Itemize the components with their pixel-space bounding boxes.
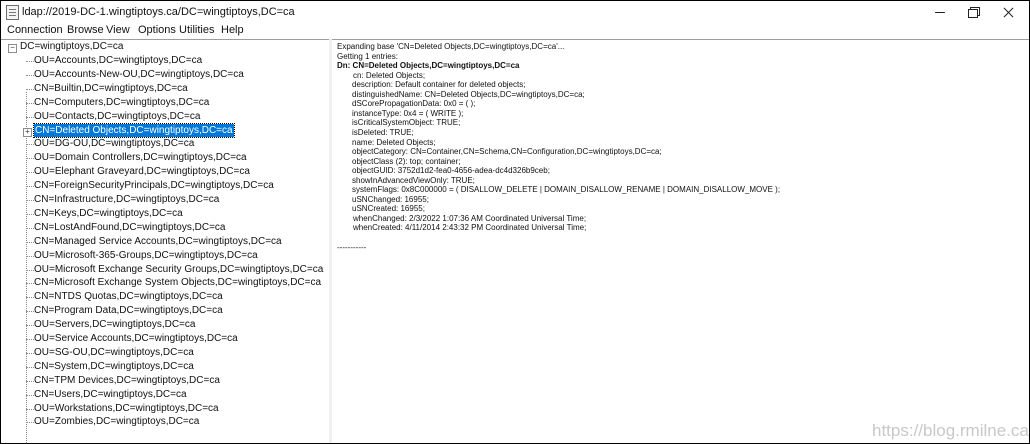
directory-tree-pane[interactable] <box>1 39 330 444</box>
tree-item[interactable] <box>1 374 327 388</box>
tree-horizontal-guide-line <box>26 381 34 382</box>
tree-item[interactable] <box>1 249 327 263</box>
tree-horizontal-guide-line <box>26 409 34 410</box>
details-line: name: Deleted Objects; <box>352 137 436 147</box>
details-line: systemFlags: 0x8C000000 = ( DISALLOW_DELETE | DOMAIN_DISALLOW_RENAME | DOMAIN_DISALLOW_MOVE ); <box>352 185 781 195</box>
menu-bar <box>1 23 1029 39</box>
details-line: description: Default container for deleted objects; <box>352 80 526 90</box>
tree-item[interactable] <box>1 290 327 304</box>
tree-item[interactable] <box>1 221 327 235</box>
menu-options[interactable]: Options <box>138 24 176 36</box>
tree-item[interactable] <box>1 276 327 290</box>
tree-horizontal-guide-line <box>26 297 34 298</box>
collapse-icon[interactable]: − <box>8 44 17 53</box>
tree-horizontal-guide-line <box>26 75 34 76</box>
tree-item-label[interactable]: CN=System,DC=wingtiptoys,DC=ca <box>34 360 194 372</box>
selected-tree-item-label[interactable]: CN=Deleted Objects,DC=wingtiptoys,DC=ca <box>35 124 233 136</box>
tree-item-label[interactable]: OU=SG-OU,DC=wingtiptoys,DC=ca <box>34 346 194 358</box>
tree-item[interactable] <box>1 402 327 416</box>
details-line: objectCategory: CN=Container,CN=Schema,CN=Configuration,DC=wingtiptoys,DC=ca; <box>352 147 662 157</box>
tree-horizontal-guide-line <box>26 186 34 187</box>
minimize-button[interactable] <box>923 2 957 22</box>
tree-item[interactable] <box>1 179 327 193</box>
close-button[interactable] <box>991 2 1025 22</box>
tree-horizontal-guide-line <box>26 283 34 284</box>
menu-connection[interactable]: Connection <box>7 24 63 36</box>
details-line: ----------- <box>337 242 367 252</box>
blog-watermark: https://blog.rmilne.ca <box>872 421 1029 440</box>
tree-horizontal-guide-line <box>26 339 34 340</box>
tree-item-label[interactable]: OU=Microsoft-365-Groups,DC=wingtiptoys,DC=ca <box>34 249 258 261</box>
tree-horizontal-guide-line <box>26 311 34 312</box>
tree-horizontal-guide-line <box>26 395 34 396</box>
tree-item-label[interactable]: OU=Elephant Graveyard,DC=wingtiptoys,DC=ca <box>34 166 250 178</box>
tree-item-label[interactable]: CN=ForeignSecurityPrincipals,DC=wingtiptoys,DC=ca <box>34 180 274 192</box>
tree-item-label[interactable]: OU=Microsoft Exchange Security Groups,DC=wingtiptoys,DC=ca <box>34 263 324 275</box>
restore-button[interactable] <box>957 2 991 22</box>
menu-utilities[interactable]: Utilities <box>179 24 215 36</box>
tree-item-label[interactable]: OU=Domain Controllers,DC=wingtiptoys,DC=ca <box>34 152 247 164</box>
tree-horizontal-guide-line <box>26 422 34 423</box>
details-line: objectClass (2): top; container; <box>352 156 461 166</box>
details-line: whenChanged: 2/3/2022 1:07:36 AM Coordinated Universal Time; <box>353 213 587 223</box>
menu-browse[interactable]: Browse <box>67 24 104 36</box>
tree-item[interactable] <box>1 332 327 346</box>
details-line: distinguishedName: CN=Deleted Objects,DC=wingtiptoys,DC=ca; <box>352 89 585 99</box>
tree-item[interactable] <box>1 96 327 110</box>
details-line: Expanding base 'CN=Deleted Objects,DC=wingtiptoys,DC=ca'... <box>337 42 565 51</box>
tree-horizontal-guide-line <box>26 158 34 159</box>
tree-item-label[interactable]: OU=Accounts-New-OU,DC=wingtiptoys,DC=ca <box>34 68 244 80</box>
ldp-app-icon <box>6 5 19 20</box>
tree-horizontal-guide-line <box>26 325 34 326</box>
tree-horizontal-guide-line <box>26 117 34 118</box>
tree-item-label[interactable]: CN=TPM Devices,DC=wingtiptoys,DC=ca <box>34 374 220 386</box>
tree-item[interactable] <box>1 124 327 138</box>
window-title: ldap://2019-DC-1.wingtiptoys.ca/DC=wingtiptoys,DC=ca <box>22 6 295 18</box>
tree-item-label[interactable]: CN=LostAndFound,DC=wingtiptoys,DC=ca <box>34 221 226 233</box>
tree-horizontal-guide-line <box>26 242 34 243</box>
tree-item[interactable] <box>1 346 327 360</box>
tree-horizontal-guide-line <box>26 200 34 201</box>
tree-root-item[interactable] <box>1 40 321 54</box>
tree-horizontal-guide-line <box>26 256 34 257</box>
tree-item[interactable] <box>1 235 327 249</box>
details-line: cn: Deleted Objects; <box>353 70 426 80</box>
tree-root-label[interactable]: DC=wingtiptoys,DC=ca <box>20 41 124 52</box>
tree-item-label[interactable]: CN=Users,DC=wingtiptoys,DC=ca <box>34 388 187 400</box>
expand-icon[interactable]: + <box>23 128 32 137</box>
tree-horizontal-guide-line <box>26 214 34 215</box>
tree-item[interactable] <box>1 137 327 151</box>
tree-item[interactable] <box>1 318 327 332</box>
tree-horizontal-guide-line <box>26 353 34 354</box>
details-line: whenCreated: 4/11/2014 2:43:32 PM Coordinated Universal Time; <box>353 223 587 233</box>
tree-item[interactable] <box>1 207 327 221</box>
menu-view[interactable]: View <box>106 24 130 36</box>
title-bar <box>1 1 1029 23</box>
details-line: isDeleted: TRUE; <box>352 127 414 137</box>
tree-item[interactable] <box>1 263 327 277</box>
details-line: Getting 1 entries: <box>337 51 398 61</box>
tree-item[interactable] <box>1 193 327 207</box>
details-line: objectGUID: 3752d1d2-fea0-4656-adea-dc4d326b9ceb; <box>352 166 550 176</box>
tree-item[interactable] <box>1 415 327 429</box>
tree-item-label[interactable]: OU=Contacts,DC=wingtiptoys,DC=ca <box>34 110 201 122</box>
tree-item[interactable] <box>1 54 327 68</box>
details-line: uSNChanged: 16955; <box>352 194 429 204</box>
menu-help[interactable]: Help <box>221 24 244 36</box>
tree-item[interactable] <box>1 68 327 82</box>
tree-item-label[interactable]: CN=Infrastructure,DC=wingtiptoys,DC=ca <box>34 194 220 205</box>
tree-item[interactable] <box>1 388 327 402</box>
tree-item-label[interactable]: CN=Computers,DC=wingtiptoys,DC=ca <box>34 96 210 108</box>
tree-item-label[interactable]: CN=Builtin,DC=wingtiptoys,DC=ca <box>34 82 188 94</box>
tree-item-label[interactable]: OU=Workstations,DC=wingtiptoys,DC=ca <box>34 402 219 414</box>
tree-item-label[interactable]: CN=Microsoft Exchange System Objects,DC=wingtiptoys,DC=ca <box>34 277 322 289</box>
tree-horizontal-guide-line <box>26 367 34 368</box>
tree-horizontal-guide-line <box>26 103 34 104</box>
tree-horizontal-guide-line <box>26 270 34 271</box>
dn-line: Dn: CN=Deleted Objects,DC=wingtiptoys,DC=ca <box>337 61 520 71</box>
tree-horizontal-guide-line <box>26 228 34 229</box>
tree-item[interactable] <box>1 360 327 374</box>
tree-item-label[interactable]: OU=DG-OU,DC=wingtiptoys,DC=ca <box>34 138 195 150</box>
details-line: showInAdvancedViewOnly: TRUE; <box>352 175 475 185</box>
tree-item[interactable] <box>1 151 327 165</box>
tree-item-label[interactable]: CN=Program Data,DC=wingtiptoys,DC=ca <box>34 305 223 317</box>
tree-horizontal-guide-line <box>26 61 34 62</box>
tree-horizontal-guide-line <box>26 172 34 173</box>
details-output-pane[interactable] <box>332 39 1029 444</box>
tree-item[interactable] <box>1 82 327 96</box>
tree-item-label[interactable]: OU=Servers,DC=wingtiptoys,DC=ca <box>34 319 196 331</box>
tree-item-label[interactable]: OU=Service Accounts,DC=wingtiptoys,DC=ca <box>34 333 238 344</box>
tree-item-label[interactable]: CN=Managed Service Accounts,DC=wingtiptoys,DC=ca <box>34 235 282 247</box>
tree-item-label[interactable]: CN=Keys,DC=wingtiptoys,DC=ca <box>34 207 183 219</box>
tree-horizontal-guide-line <box>26 89 34 90</box>
tree-item-label[interactable]: CN=NTDS Quotas,DC=wingtiptoys,DC=ca <box>34 291 223 303</box>
details-line: instanceType: 0x4 = ( WRITE ); <box>352 108 464 118</box>
tree-item[interactable] <box>1 165 327 179</box>
tree-item-label[interactable]: OU=Accounts,DC=wingtiptoys,DC=ca <box>34 55 203 66</box>
details-line: uSNCreated: 16955; <box>352 204 425 214</box>
tree-item[interactable] <box>1 304 327 318</box>
details-line: dSCorePropagationData: 0x0 = ( ); <box>352 99 476 109</box>
tree-item[interactable] <box>1 110 327 124</box>
tree-item-label[interactable]: OU=Zombies,DC=wingtiptoys,DC=ca <box>34 416 200 428</box>
details-line: isCriticalSystemObject: TRUE; <box>352 118 461 128</box>
tree-horizontal-guide-line <box>26 144 34 145</box>
